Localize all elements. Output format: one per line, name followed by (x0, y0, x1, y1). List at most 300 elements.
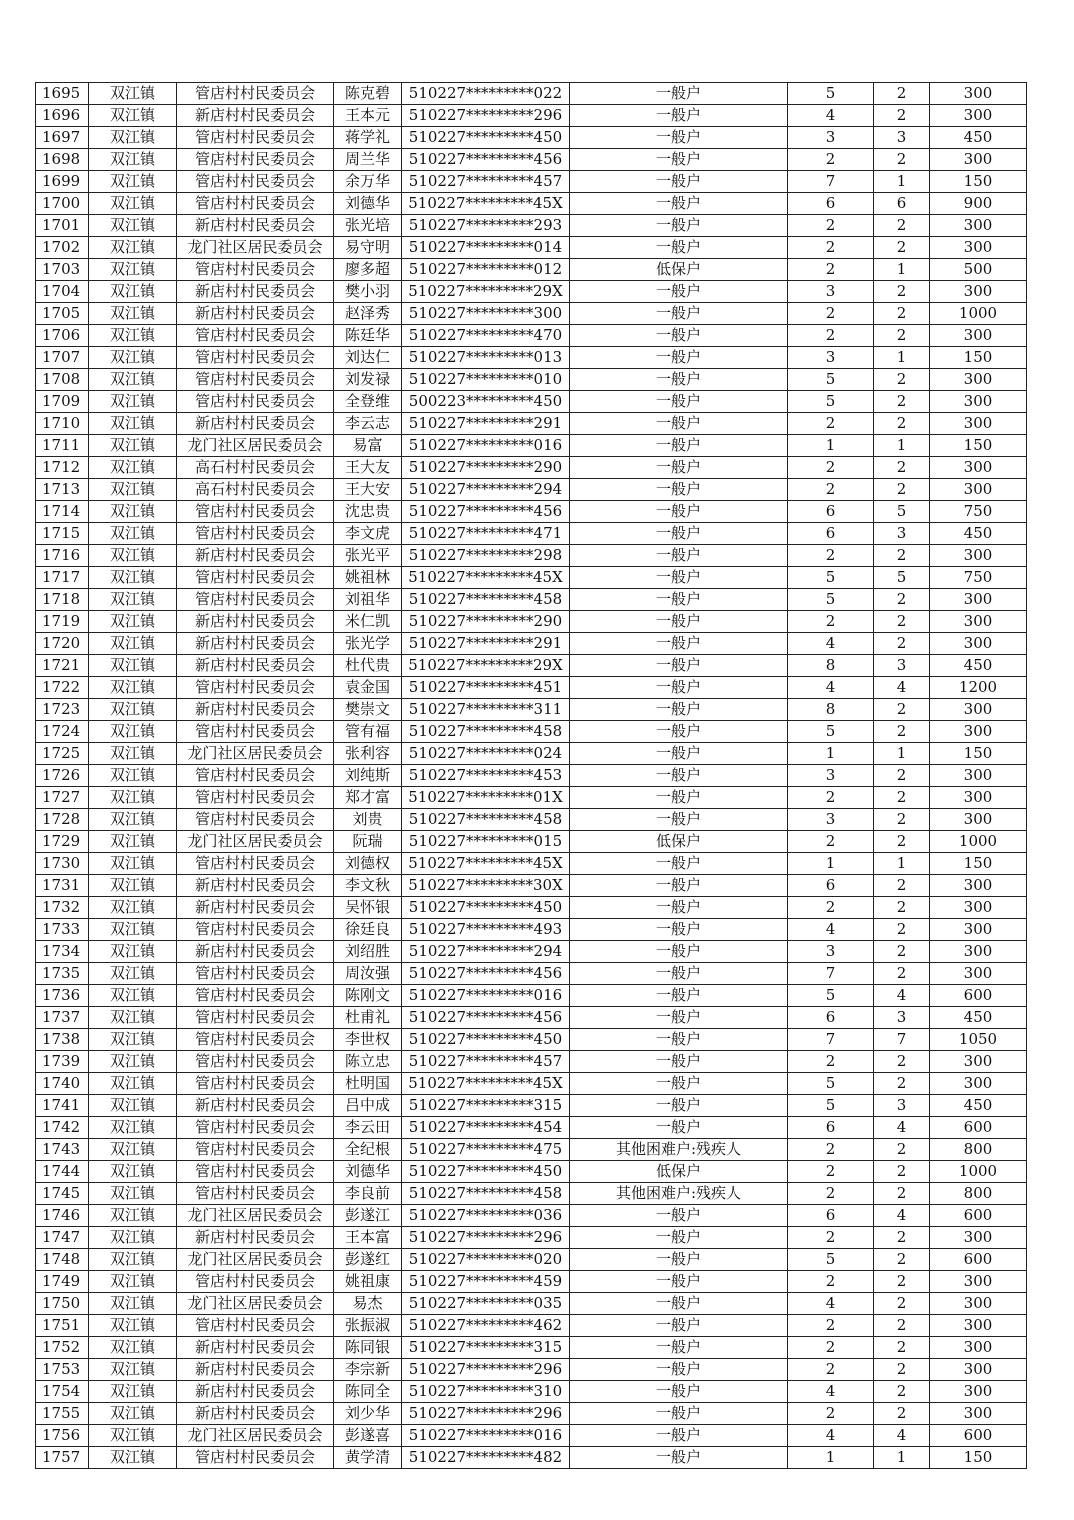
table-row (36, 391, 1027, 413)
amount-cell: 600 (930, 1205, 1027, 1227)
id-number-cell: 510227*********456 (402, 149, 570, 171)
id-number-cell: 510227*********293 (402, 215, 570, 237)
table-row (36, 919, 1027, 941)
supported-count-cell: 2 (874, 149, 930, 171)
family-size-cell: 2 (788, 831, 874, 853)
id-number-cell: 510227*********290 (402, 457, 570, 479)
household-type-cell: 一般户 (570, 1359, 788, 1381)
town-cell: 双江镇 (89, 281, 177, 303)
family-size-cell: 3 (788, 127, 874, 149)
id-number-cell: 510227*********30X (402, 875, 570, 897)
id-number-cell: 510227*********458 (402, 589, 570, 611)
supported-count-cell: 2 (874, 765, 930, 787)
household-type-cell: 一般户 (570, 479, 788, 501)
village-committee-cell: 管店村村民委员会 (177, 171, 334, 193)
amount-cell: 600 (930, 1249, 1027, 1271)
table-row (36, 1403, 1027, 1425)
name-cell: 李文虎 (334, 523, 402, 545)
name-cell: 蒋学礼 (334, 127, 402, 149)
amount-cell: 1000 (930, 831, 1027, 853)
amount-cell: 300 (930, 1073, 1027, 1095)
row-number-cell: 1751 (36, 1315, 89, 1337)
table-row (36, 1337, 1027, 1359)
town-cell: 双江镇 (89, 743, 177, 765)
name-cell: 陈廷华 (334, 325, 402, 347)
village-committee-cell: 管店村村民委员会 (177, 127, 334, 149)
village-committee-cell: 管店村村民委员会 (177, 721, 334, 743)
family-size-cell: 5 (788, 83, 874, 105)
household-type-cell: 一般户 (570, 1447, 788, 1469)
id-number-cell: 510227*********298 (402, 545, 570, 567)
table-row (36, 721, 1027, 743)
family-size-cell: 2 (788, 413, 874, 435)
town-cell: 双江镇 (89, 1359, 177, 1381)
village-committee-cell: 高石村村民委员会 (177, 479, 334, 501)
amount-cell: 300 (930, 215, 1027, 237)
supported-count-cell: 2 (874, 897, 930, 919)
table-row (36, 985, 1027, 1007)
row-number-cell: 1718 (36, 589, 89, 611)
id-number-cell: 510227*********493 (402, 919, 570, 941)
id-number-cell: 510227*********456 (402, 501, 570, 523)
supported-count-cell: 2 (874, 1337, 930, 1359)
town-cell: 双江镇 (89, 721, 177, 743)
village-committee-cell: 新店村村民委员会 (177, 1227, 334, 1249)
name-cell: 彭遂喜 (334, 1425, 402, 1447)
amount-cell: 900 (930, 193, 1027, 215)
table-row (36, 1425, 1027, 1447)
amount-cell: 300 (930, 897, 1027, 919)
amount-cell: 800 (930, 1183, 1027, 1205)
town-cell: 双江镇 (89, 699, 177, 721)
supported-count-cell: 5 (874, 567, 930, 589)
table-row (36, 1447, 1027, 1469)
household-type-cell: 一般户 (570, 413, 788, 435)
row-number-cell: 1724 (36, 721, 89, 743)
town-cell: 双江镇 (89, 897, 177, 919)
row-number-cell: 1734 (36, 941, 89, 963)
family-size-cell: 3 (788, 765, 874, 787)
household-type-cell: 一般户 (570, 1227, 788, 1249)
id-number-cell: 510227*********450 (402, 1161, 570, 1183)
family-size-cell: 5 (788, 589, 874, 611)
household-type-cell: 一般户 (570, 897, 788, 919)
supported-count-cell: 2 (874, 479, 930, 501)
family-size-cell: 2 (788, 303, 874, 325)
name-cell: 刘贵 (334, 809, 402, 831)
name-cell: 米仁凯 (334, 611, 402, 633)
family-size-cell: 3 (788, 281, 874, 303)
row-number-cell: 1744 (36, 1161, 89, 1183)
name-cell: 阮瑞 (334, 831, 402, 853)
amount-cell: 300 (930, 1051, 1027, 1073)
supported-count-cell: 2 (874, 831, 930, 853)
family-size-cell: 7 (788, 1029, 874, 1051)
amount-cell: 1050 (930, 1029, 1027, 1051)
name-cell: 李良前 (334, 1183, 402, 1205)
table-row (36, 1381, 1027, 1403)
village-committee-cell: 新店村村民委员会 (177, 611, 334, 633)
id-number-cell: 510227*********470 (402, 325, 570, 347)
family-size-cell: 6 (788, 523, 874, 545)
supported-count-cell: 2 (874, 83, 930, 105)
name-cell: 李文秋 (334, 875, 402, 897)
household-type-cell: 一般户 (570, 985, 788, 1007)
supported-count-cell: 2 (874, 325, 930, 347)
row-number-cell: 1741 (36, 1095, 89, 1117)
row-number-cell: 1728 (36, 809, 89, 831)
table-row (36, 1271, 1027, 1293)
table-row (36, 831, 1027, 853)
household-type-cell: 一般户 (570, 1117, 788, 1139)
village-committee-cell: 管店村村民委员会 (177, 369, 334, 391)
town-cell: 双江镇 (89, 523, 177, 545)
name-cell: 郑才富 (334, 787, 402, 809)
supported-count-cell: 2 (874, 1293, 930, 1315)
family-size-cell: 2 (788, 149, 874, 171)
amount-cell: 300 (930, 1381, 1027, 1403)
id-number-cell: 510227*********457 (402, 171, 570, 193)
table-row (36, 611, 1027, 633)
name-cell: 李宗新 (334, 1359, 402, 1381)
town-cell: 双江镇 (89, 1051, 177, 1073)
town-cell: 双江镇 (89, 611, 177, 633)
household-type-cell: 一般户 (570, 1293, 788, 1315)
supported-count-cell: 2 (874, 589, 930, 611)
family-size-cell: 2 (788, 1183, 874, 1205)
town-cell: 双江镇 (89, 1381, 177, 1403)
town-cell: 双江镇 (89, 1205, 177, 1227)
row-number-cell: 1750 (36, 1293, 89, 1315)
id-number-cell: 510227*********462 (402, 1315, 570, 1337)
supported-count-cell: 3 (874, 1095, 930, 1117)
row-number-cell: 1749 (36, 1271, 89, 1293)
table-row (36, 1249, 1027, 1271)
row-number-cell: 1710 (36, 413, 89, 435)
village-committee-cell: 管店村村民委员会 (177, 83, 334, 105)
table-row (36, 83, 1027, 105)
household-type-cell: 一般户 (570, 523, 788, 545)
household-type-cell: 一般户 (570, 501, 788, 523)
name-cell: 赵泽秀 (334, 303, 402, 325)
family-size-cell: 3 (788, 941, 874, 963)
household-type-cell: 一般户 (570, 655, 788, 677)
village-committee-cell: 新店村村民委员会 (177, 105, 334, 127)
id-number-cell: 510227*********45X (402, 567, 570, 589)
row-number-cell: 1700 (36, 193, 89, 215)
row-number-cell: 1738 (36, 1029, 89, 1051)
row-number-cell: 1701 (36, 215, 89, 237)
id-number-cell: 510227*********310 (402, 1381, 570, 1403)
family-size-cell: 3 (788, 347, 874, 369)
amount-cell: 600 (930, 1425, 1027, 1447)
name-cell: 彭遂红 (334, 1249, 402, 1271)
supported-count-cell: 4 (874, 1205, 930, 1227)
row-number-cell: 1746 (36, 1205, 89, 1227)
town-cell: 双江镇 (89, 853, 177, 875)
table-row (36, 215, 1027, 237)
id-number-cell: 510227*********291 (402, 633, 570, 655)
household-type-cell: 一般户 (570, 325, 788, 347)
family-size-cell: 1 (788, 435, 874, 457)
table-row (36, 1315, 1027, 1337)
row-number-cell: 1747 (36, 1227, 89, 1249)
id-number-cell: 510227*********475 (402, 1139, 570, 1161)
row-number-cell: 1704 (36, 281, 89, 303)
village-committee-cell: 管店村村民委员会 (177, 787, 334, 809)
table-row (36, 1183, 1027, 1205)
id-number-cell: 510227*********016 (402, 985, 570, 1007)
family-size-cell: 2 (788, 325, 874, 347)
amount-cell: 300 (930, 875, 1027, 897)
town-cell: 双江镇 (89, 545, 177, 567)
supported-count-cell: 2 (874, 1403, 930, 1425)
row-number-cell: 1719 (36, 611, 89, 633)
town-cell: 双江镇 (89, 1315, 177, 1337)
town-cell: 双江镇 (89, 127, 177, 149)
amount-cell: 150 (930, 171, 1027, 193)
family-size-cell: 6 (788, 1117, 874, 1139)
supported-count-cell: 1 (874, 347, 930, 369)
family-size-cell: 2 (788, 479, 874, 501)
name-cell: 杜甫礼 (334, 1007, 402, 1029)
village-committee-cell: 高石村村民委员会 (177, 457, 334, 479)
village-committee-cell: 管店村村民委员会 (177, 1117, 334, 1139)
family-size-cell: 2 (788, 787, 874, 809)
village-committee-cell: 龙门社区居民委员会 (177, 831, 334, 853)
village-committee-cell: 新店村村民委员会 (177, 215, 334, 237)
supported-count-cell: 5 (874, 501, 930, 523)
name-cell: 杜代贵 (334, 655, 402, 677)
table-row (36, 1139, 1027, 1161)
household-type-cell: 一般户 (570, 1095, 788, 1117)
family-size-cell: 2 (788, 1227, 874, 1249)
name-cell: 李世权 (334, 1029, 402, 1051)
amount-cell: 300 (930, 589, 1027, 611)
household-type-cell: 一般户 (570, 853, 788, 875)
amount-cell: 300 (930, 237, 1027, 259)
row-number-cell: 1753 (36, 1359, 89, 1381)
amount-cell: 300 (930, 963, 1027, 985)
supported-count-cell: 4 (874, 1425, 930, 1447)
village-committee-cell: 管店村村民委员会 (177, 1315, 334, 1337)
row-number-cell: 1723 (36, 699, 89, 721)
amount-cell: 150 (930, 743, 1027, 765)
name-cell: 刘祖华 (334, 589, 402, 611)
household-type-cell: 一般户 (570, 303, 788, 325)
name-cell: 王本富 (334, 1227, 402, 1249)
village-committee-cell: 管店村村民委员会 (177, 677, 334, 699)
town-cell: 双江镇 (89, 787, 177, 809)
row-number-cell: 1740 (36, 1073, 89, 1095)
household-type-cell: 一般户 (570, 765, 788, 787)
household-type-cell: 一般户 (570, 457, 788, 479)
name-cell: 姚祖林 (334, 567, 402, 589)
id-number-cell: 510227*********459 (402, 1271, 570, 1293)
table-row (36, 875, 1027, 897)
family-size-cell: 2 (788, 611, 874, 633)
supported-count-cell: 1 (874, 435, 930, 457)
row-number-cell: 1697 (36, 127, 89, 149)
name-cell: 樊小羽 (334, 281, 402, 303)
name-cell: 袁金国 (334, 677, 402, 699)
id-number-cell: 510227*********290 (402, 611, 570, 633)
name-cell: 陈刚文 (334, 985, 402, 1007)
amount-cell: 450 (930, 1007, 1027, 1029)
family-size-cell: 3 (788, 809, 874, 831)
supported-count-cell: 2 (874, 1139, 930, 1161)
row-number-cell: 1725 (36, 743, 89, 765)
supported-count-cell: 2 (874, 1249, 930, 1271)
amount-cell: 300 (930, 721, 1027, 743)
town-cell: 双江镇 (89, 831, 177, 853)
family-size-cell: 2 (788, 457, 874, 479)
row-number-cell: 1708 (36, 369, 89, 391)
name-cell: 张振淑 (334, 1315, 402, 1337)
town-cell: 双江镇 (89, 985, 177, 1007)
id-number-cell: 510227*********294 (402, 479, 570, 501)
family-size-cell: 7 (788, 171, 874, 193)
id-number-cell: 510227*********315 (402, 1337, 570, 1359)
supported-count-cell: 7 (874, 1029, 930, 1051)
id-number-cell: 510227*********016 (402, 435, 570, 457)
name-cell: 刘发禄 (334, 369, 402, 391)
village-committee-cell: 管店村村民委员会 (177, 1161, 334, 1183)
row-number-cell: 1709 (36, 391, 89, 413)
table-row (36, 1359, 1027, 1381)
table-row (36, 501, 1027, 523)
name-cell: 全纪根 (334, 1139, 402, 1161)
household-type-cell: 一般户 (570, 611, 788, 633)
row-number-cell: 1714 (36, 501, 89, 523)
id-number-cell: 510227*********458 (402, 721, 570, 743)
table-row (36, 1095, 1027, 1117)
household-type-cell: 一般户 (570, 347, 788, 369)
id-number-cell: 510227*********451 (402, 677, 570, 699)
id-number-cell: 510227*********300 (402, 303, 570, 325)
town-cell: 双江镇 (89, 259, 177, 281)
amount-cell: 1000 (930, 303, 1027, 325)
village-committee-cell: 管店村村民委员会 (177, 853, 334, 875)
village-committee-cell: 管店村村民委员会 (177, 501, 334, 523)
table-row (36, 1029, 1027, 1051)
town-cell: 双江镇 (89, 1117, 177, 1139)
row-number-cell: 1716 (36, 545, 89, 567)
town-cell: 双江镇 (89, 1073, 177, 1095)
amount-cell: 300 (930, 699, 1027, 721)
name-cell: 王大安 (334, 479, 402, 501)
supported-count-cell: 1 (874, 743, 930, 765)
name-cell: 易富 (334, 435, 402, 457)
household-type-cell: 一般户 (570, 633, 788, 655)
name-cell: 彭遂江 (334, 1205, 402, 1227)
table-row (36, 259, 1027, 281)
village-committee-cell: 龙门社区居民委员会 (177, 237, 334, 259)
name-cell: 张光平 (334, 545, 402, 567)
name-cell: 李云志 (334, 413, 402, 435)
household-type-cell: 一般户 (570, 721, 788, 743)
amount-cell: 750 (930, 567, 1027, 589)
row-number-cell: 1722 (36, 677, 89, 699)
household-type-cell: 一般户 (570, 83, 788, 105)
name-cell: 余万华 (334, 171, 402, 193)
table-row (36, 457, 1027, 479)
table-row (36, 523, 1027, 545)
id-number-cell: 510227*********458 (402, 809, 570, 831)
table-row (36, 699, 1027, 721)
village-committee-cell: 新店村村民委员会 (177, 1359, 334, 1381)
village-committee-cell: 管店村村民委员会 (177, 963, 334, 985)
name-cell: 刘德华 (334, 193, 402, 215)
id-number-cell: 510227*********014 (402, 237, 570, 259)
village-committee-cell: 管店村村民委员会 (177, 809, 334, 831)
id-number-cell: 510227*********453 (402, 765, 570, 787)
table-row (36, 963, 1027, 985)
town-cell: 双江镇 (89, 1161, 177, 1183)
supported-count-cell: 2 (874, 215, 930, 237)
name-cell: 易杰 (334, 1293, 402, 1315)
name-cell: 樊崇文 (334, 699, 402, 721)
household-type-cell: 一般户 (570, 1051, 788, 1073)
id-number-cell: 510227*********45X (402, 853, 570, 875)
village-committee-cell: 新店村村民委员会 (177, 1337, 334, 1359)
table-row (36, 655, 1027, 677)
village-committee-cell: 新店村村民委员会 (177, 1403, 334, 1425)
family-size-cell: 4 (788, 633, 874, 655)
id-number-cell: 510227*********010 (402, 369, 570, 391)
amount-cell: 300 (930, 787, 1027, 809)
row-number-cell: 1745 (36, 1183, 89, 1205)
row-number-cell: 1743 (36, 1139, 89, 1161)
household-type-cell: 低保户 (570, 1161, 788, 1183)
supported-count-cell: 2 (874, 633, 930, 655)
row-number-cell: 1748 (36, 1249, 89, 1271)
row-number-cell: 1699 (36, 171, 89, 193)
town-cell: 双江镇 (89, 1095, 177, 1117)
row-number-cell: 1720 (36, 633, 89, 655)
supported-count-cell: 1 (874, 171, 930, 193)
village-committee-cell: 新店村村民委员会 (177, 875, 334, 897)
family-size-cell: 4 (788, 1293, 874, 1315)
table-row (36, 1205, 1027, 1227)
supported-count-cell: 1 (874, 853, 930, 875)
family-size-cell: 1 (788, 1447, 874, 1469)
amount-cell: 300 (930, 1359, 1027, 1381)
town-cell: 双江镇 (89, 1249, 177, 1271)
town-cell: 双江镇 (89, 1425, 177, 1447)
id-number-cell: 510227*********454 (402, 1117, 570, 1139)
row-number-cell: 1727 (36, 787, 89, 809)
family-size-cell: 4 (788, 677, 874, 699)
amount-cell: 300 (930, 1337, 1027, 1359)
village-committee-cell: 管店村村民委员会 (177, 149, 334, 171)
town-cell: 双江镇 (89, 105, 177, 127)
town-cell: 双江镇 (89, 347, 177, 369)
amount-cell: 450 (930, 655, 1027, 677)
household-type-cell: 一般户 (570, 919, 788, 941)
family-size-cell: 6 (788, 1205, 874, 1227)
family-size-cell: 2 (788, 897, 874, 919)
row-number-cell: 1706 (36, 325, 89, 347)
family-size-cell: 1 (788, 853, 874, 875)
household-table (35, 82, 1027, 1469)
table-row (36, 435, 1027, 457)
name-cell: 刘纯斯 (334, 765, 402, 787)
town-cell: 双江镇 (89, 435, 177, 457)
id-number-cell: 510227*********296 (402, 1359, 570, 1381)
row-number-cell: 1732 (36, 897, 89, 919)
id-number-cell: 510227*********022 (402, 83, 570, 105)
